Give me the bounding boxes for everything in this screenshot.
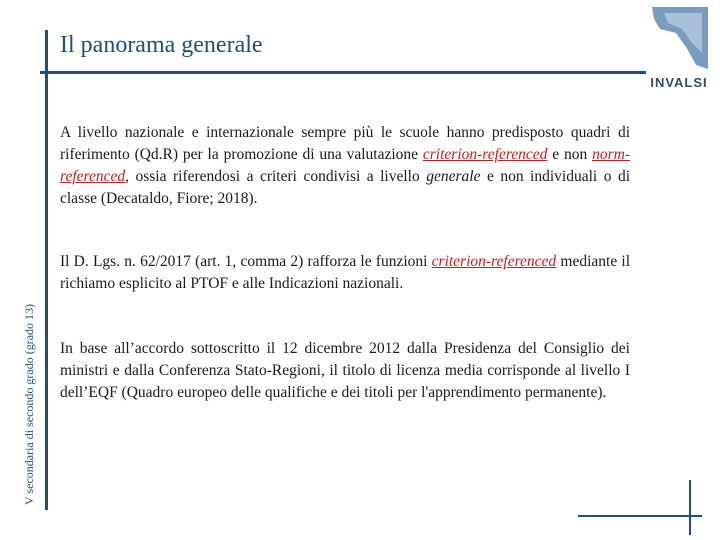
invalsi-italy-logo-icon <box>646 5 712 73</box>
paragraph-3: In base all’accordo sottoscritto il 12 dicembre 2012 dalla Presidenza del Consiglio dei ministri e dalla Conferenza Stato-Regioni, il titolo di licenza media corrisponde al livello I dell’EQF (Quadro europeo delle qualifiche e dei titoli per l'apprendimento permanente). <box>60 340 630 401</box>
highlight-norm-referenced: norm-referenced <box>60 146 630 185</box>
highlight-criterion-referenced: criterion-referenced <box>431 253 557 270</box>
emphasis-generale: generale <box>426 168 481 185</box>
paragraph-2: Il D. Lgs. n. 62/2017 (art. 1, comma 2) rafforza le funzioni criterion-referenced mediante il richiamo esplicito al PTOF e alle Indicazioni nazionali. <box>60 253 631 292</box>
invalsi-logo <box>646 5 712 93</box>
left-vertical-rule <box>45 30 48 510</box>
header-horizontal-rule <box>40 71 646 74</box>
paragraph-1: A livello nazionale e internazionale sempre più le scuole hanno predisposto quadri di riferimento (Qd.R) per la promozione di una valutazione criterion-referenced e non norm-referenced, ossia riferendosi a criteri condivisi a livello generale e non individuali o di classe (Decataldo, Fiore; 2018). <box>60 124 630 207</box>
side-label: V secondaria di secondo grado (grado 13) <box>22 303 36 505</box>
footer-vertical-rule <box>689 480 691 535</box>
highlight-criterion-referenced: criterion-referenced <box>422 146 548 163</box>
page-title: Il panorama generale <box>60 32 263 58</box>
logo-text: INVALSI <box>650 75 708 90</box>
footer-horizontal-rule <box>578 515 702 517</box>
